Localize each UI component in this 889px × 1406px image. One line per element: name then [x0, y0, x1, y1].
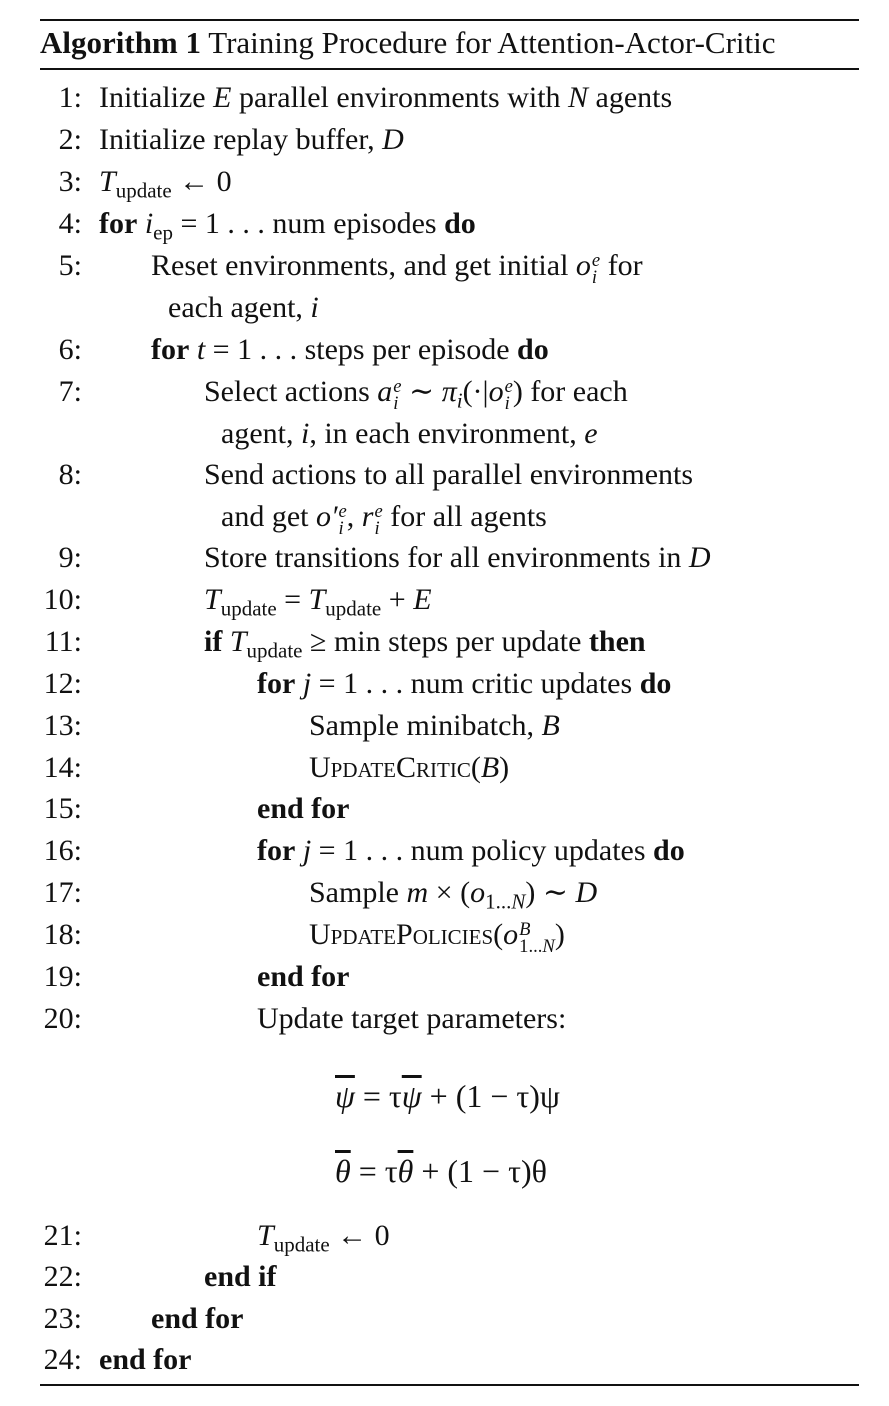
caption-rule	[40, 68, 859, 70]
algorithm-line-3: $T_{update}$ ← 0	[99, 165, 232, 203]
bottom-rule	[40, 1384, 859, 1386]
line-number-12: 12:	[43, 667, 82, 700]
algorithm-line-24: end for	[99, 1343, 192, 1376]
algorithm-line-2: Initialize replay buffer, D	[99, 123, 404, 156]
line-number-9: 9:	[58, 541, 82, 574]
algorithm-line-23: end for	[151, 1302, 244, 1335]
algorithm-line-9: Store transitions for all environments in D	[204, 541, 711, 574]
line-number-21: 21:	[43, 1219, 82, 1252]
algorithm-line-19: end for	[257, 960, 350, 993]
line-number-2: 2:	[58, 123, 82, 156]
algorithm-line-15: end for	[257, 792, 350, 825]
line-number-3: 3:	[58, 165, 82, 198]
algorithm-line-21: $T_{update}$ ← 0	[257, 1219, 390, 1257]
line-number-19: 19:	[43, 960, 82, 993]
line-number-18: 18:	[43, 918, 82, 951]
line-number-1: 1:	[58, 81, 82, 114]
algorithm-line-17: Sample $m \times (o_{1...N})$ ∼ D	[309, 876, 598, 914]
algorithm-line-18: UpdatePolicies(o B 1...N )	[309, 918, 565, 957]
line-number-15: 15:	[43, 792, 82, 825]
algorithm-line-10: $T_{update} = T_{update} + E$	[204, 583, 432, 621]
algorithm-line-11: if $T_{update} \ge \min$ steps per update then	[204, 625, 646, 663]
algorithm-line-6: for t = 1 . . . steps per episode do	[151, 333, 549, 366]
algorithm-line-14: UpdateCritic(B)	[309, 751, 510, 784]
line-number-20: 20:	[43, 1002, 82, 1035]
equation-psi: $\overline{\psi} = \tau\overline{\psi} + (1 - \tau)\psi$	[335, 1078, 560, 1114]
algorithm-title: Training Procedure for Attention-Actor-Critic	[208, 25, 776, 60]
line-number-16: 16:	[43, 834, 82, 867]
algorithm-line-5-cont: each agent, i	[168, 291, 319, 324]
algorithm-line-8: Send actions to all parallel environments	[204, 458, 694, 491]
line-number-4: 4:	[58, 207, 82, 240]
algorithm-line-7: Select actions a e i ∼ $\pi_i(\cdot|o$ e i ) for each	[204, 375, 628, 414]
line-number-7: 7:	[58, 375, 82, 408]
line-number-13: 13:	[43, 709, 82, 742]
line-number-6: 6:	[58, 333, 82, 366]
algorithm-line-12: for j = 1 . . . num critic updates do	[257, 667, 672, 700]
algorithm-line-1: Initialize E parallel environments with N agents	[99, 81, 673, 114]
algorithm-line-4: for $i_{ep} = 1$ . . . num episodes do	[99, 207, 476, 245]
line-number-8: 8:	[58, 458, 82, 491]
line-number-11: 11:	[44, 625, 82, 658]
top-rule	[40, 19, 859, 21]
equation-theta: $\overline{\theta} = \tau\overline{\theta} + (1 - \tau)\theta$	[335, 1153, 547, 1189]
algorithm-line-22: end if	[204, 1260, 277, 1293]
line-number-14: 14:	[43, 751, 82, 784]
line-number-22: 22:	[43, 1260, 82, 1293]
algorithm-line-16: for j = 1 . . . num policy updates do	[257, 834, 685, 867]
algorithm-line-7-cont: agent, i, in each environment, e	[221, 417, 598, 450]
line-number-23: 23:	[43, 1302, 82, 1335]
line-number-24: 24:	[43, 1343, 82, 1376]
algorithm-line-5: Reset environments, and get initial o e i for	[151, 249, 643, 288]
algorithm-caption	[40, 22, 776, 64]
algorithm-line-20: Update target parameters:	[257, 1002, 567, 1035]
line-number-10: 10:	[43, 583, 82, 616]
algorithm-line-8-cont: and get o′ e i , r e i for all agents	[221, 500, 547, 539]
line-number-5: 5:	[58, 249, 82, 282]
algorithm-label: Algorithm 1	[40, 25, 202, 60]
algorithm-line-13: Sample minibatch, B	[309, 709, 560, 742]
line-number-17: 17:	[43, 876, 82, 909]
